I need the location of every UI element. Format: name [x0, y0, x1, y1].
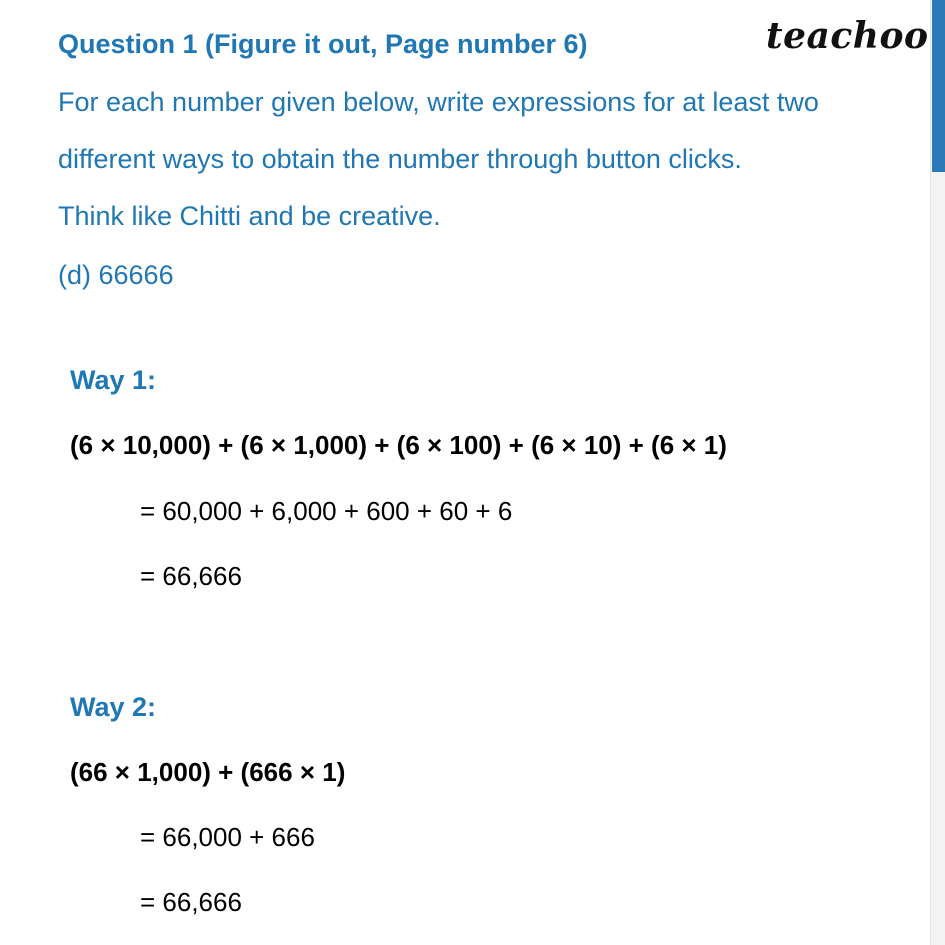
way-2-result: = 66,666 [140, 887, 242, 917]
question-line-1: For each number given below, write expressions for at least two [58, 87, 819, 117]
way-1-title: Way 1: [70, 365, 157, 395]
way-1-expression: (6 × 10,000) + (6 × 1,000) + (6 × 100) + (6 × 10) + (6 × 1) [70, 430, 727, 460]
question-line-2: different ways to obtain the number through button clicks. [58, 144, 742, 174]
teachoo-logo[interactable]: teachoo [766, 15, 929, 57]
way-2-title: Way 2: [70, 692, 157, 722]
vertical-scrollbar[interactable] [930, 0, 945, 945]
way-1-step-1: = 60,000 + 6,000 + 600 + 60 + 6 [140, 496, 513, 526]
way-1-result: = 66,666 [140, 561, 242, 591]
question-title: Question 1 (Figure it out, Page number 6) [58, 29, 588, 59]
question-line-3: Think like Chitti and be creative. [58, 201, 441, 231]
scrollbar-thumb[interactable] [932, 0, 945, 172]
way-2-expression: (66 × 1,000) + (666 × 1) [70, 757, 346, 787]
way-2-step-1: = 66,000 + 666 [140, 822, 315, 852]
question-part-d: (d) 66666 [58, 260, 174, 290]
